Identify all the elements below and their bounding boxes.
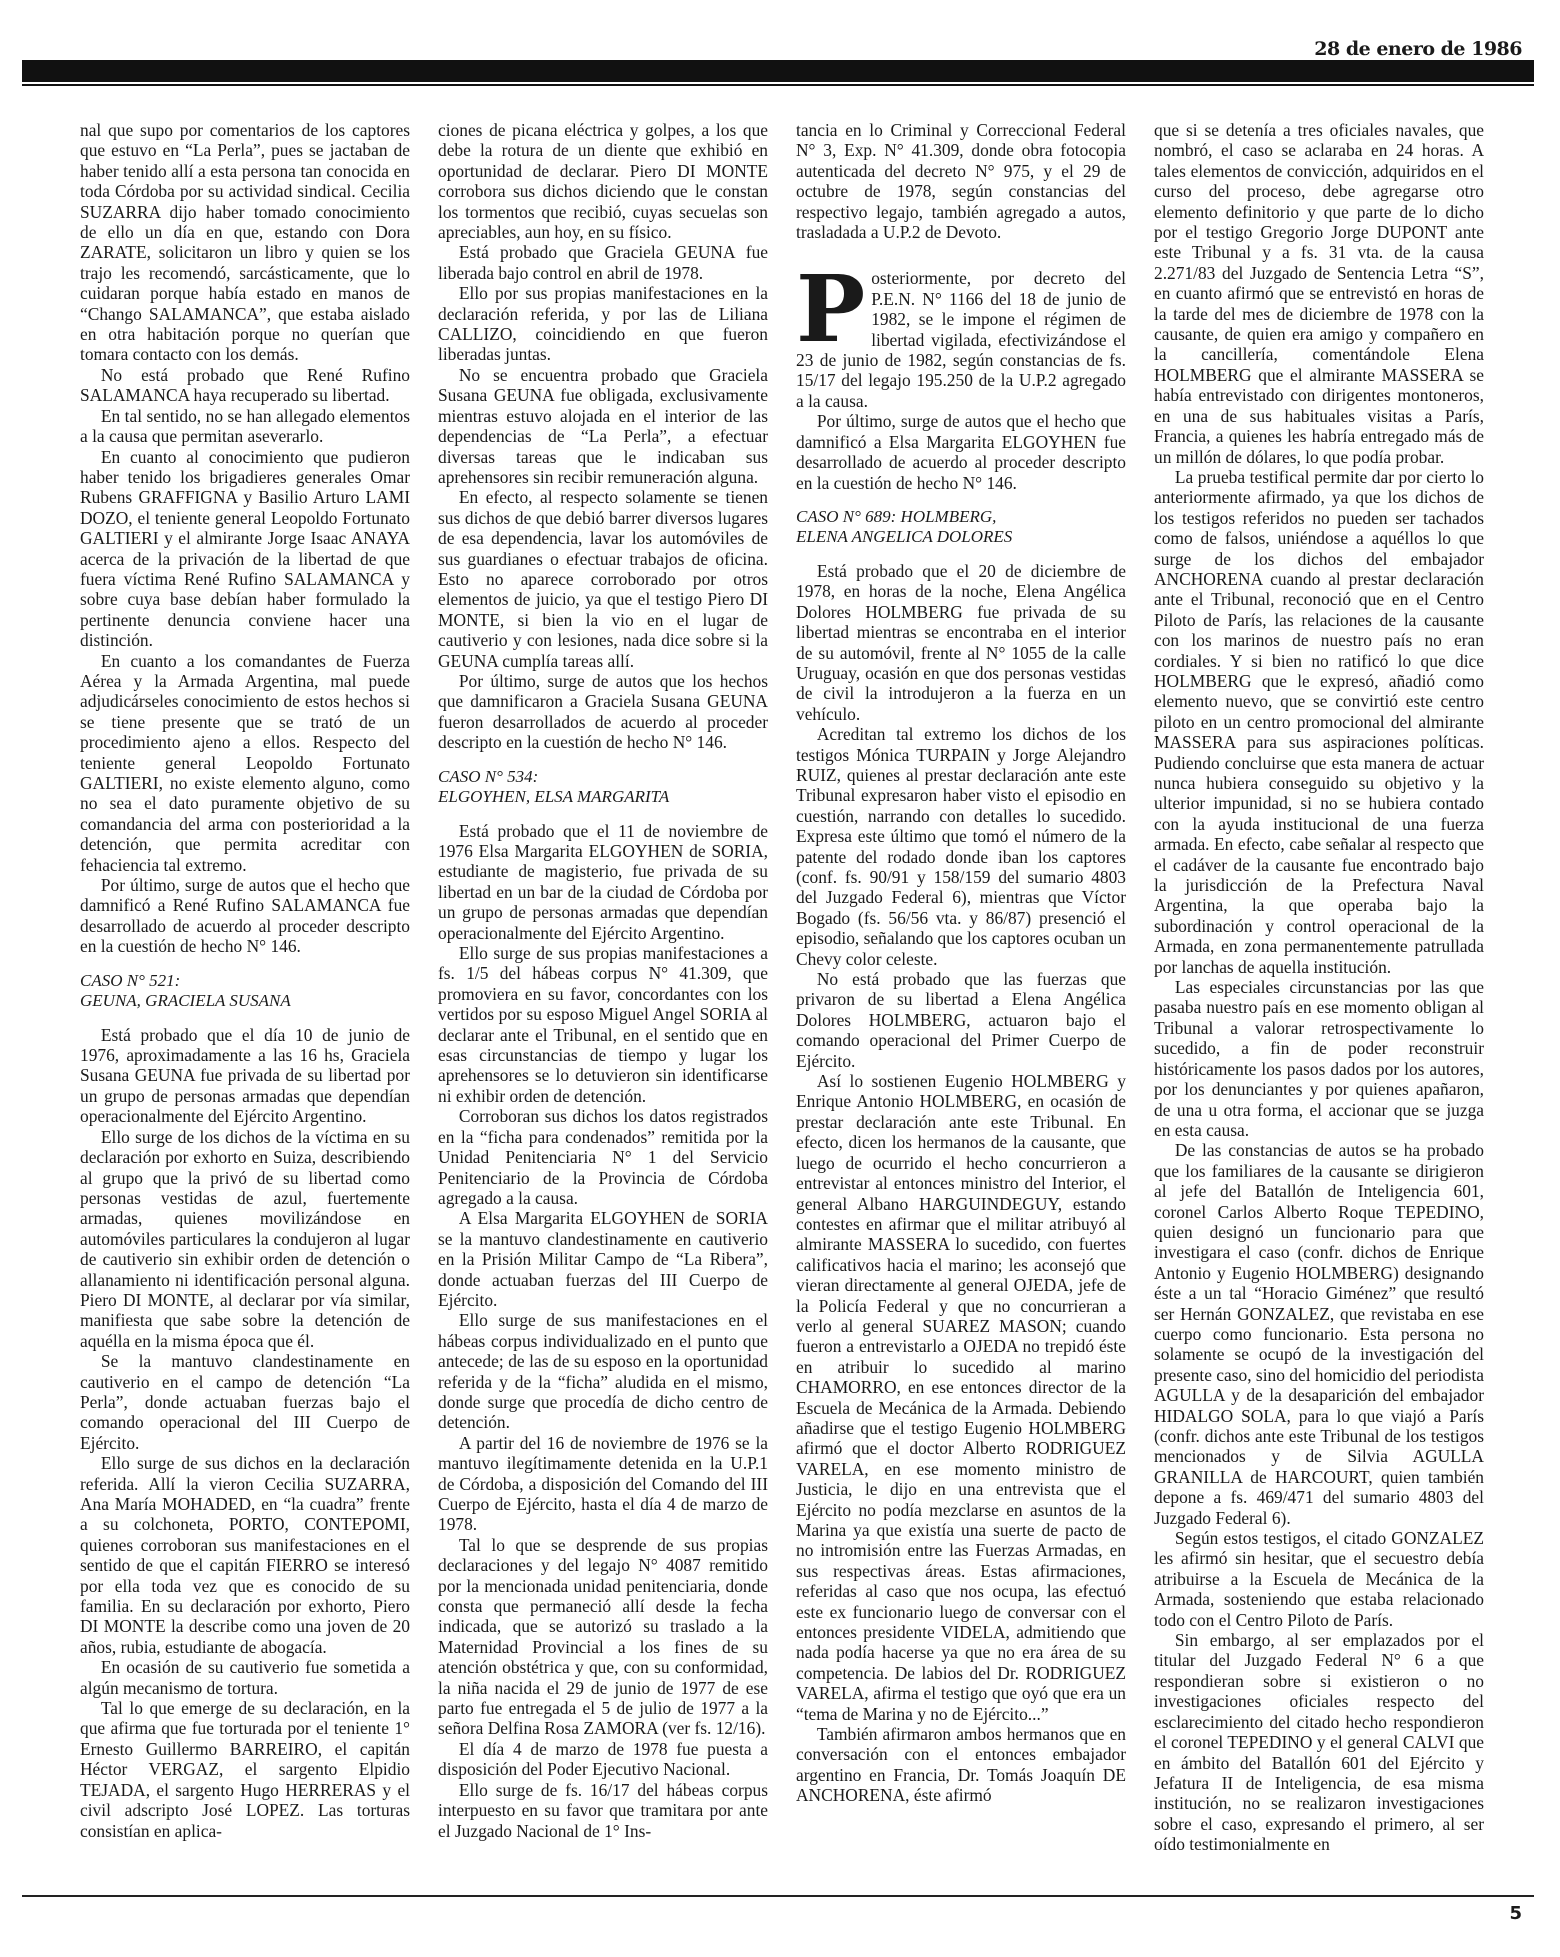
paragraph: Ello surge de fs. 16/17 del hábeas corpus interpuesto en su favor que tramitara por ante el Juzgado Nacional de 1° Ins- xyxy=(438,1779,768,1841)
paragraph: En cuanto al conocimiento que pudieron haber tenido los brigadieres generales Omar Rubens GRAFFIGNA y Basilio Arturo LAMI DOZO, el teniente general Leopoldo Fortunato GALTIERI y el almirante Jorge Isaac ANAYA acerca de la privación de la libertad de que fuera víctima René Rufino SALAMANCA y sobre cuya base debían haber formulado la pertinente denuncia conviene hacer una distinción. xyxy=(80,446,410,651)
paragraph: Corroboran sus dichos los datos registrados en la “ficha para condenados” remitida por la Unidad Penitenciaria N° 1 del Servicio Penitenciario de la Provincia de Córdoba agregado a la causa. xyxy=(438,1106,768,1208)
paragraph: Por último, surge de autos que el hecho que damnificó a Elsa Margarita ELGOYHEN fue desarrollado de acuerdo al proceder descripto en la cuestión de hecho N° 146. xyxy=(796,411,1126,493)
column-3 xyxy=(796,120,1126,1875)
paragraph: Ello surge de los dichos de la víctima en su declaración por exhorto en Suiza, describiendo al grupo que la privó de su libertad como personas vestidas de azul, fuertemente armadas, quienes movilizándose en automóviles particulares la condujeron al lugar de cautiverio sin exhibir orden de detención o allanamiento ni identificación personal alguna. Piero DI MONTE, al declarar por vía similar, manifiesta que sabe sobre la detención de aquélla en la misma época que él. xyxy=(80,1126,410,1351)
drop-cap: P xyxy=(796,255,866,364)
page-date: 28 de enero de 1986 xyxy=(1314,38,1522,60)
paragraph: Acreditan tal extremo los dichos de los testigos Mónica TURPAIN y Jorge Alejandro RUIZ, quienes al prestar declaración ante este Tribunal expresaron haber visto el episodio en cuestión, narrando con detalles lo sucedido. Expresa este último que tomó el número de la patente del rodado donde iban los captores (conf. fs. 90/91 y 158/159 del sumario 4803 del Juzgado Federal 6), mientras que Víctor Bogado (fs. 56/56 vta. y 86/87) presenció el episodio, señalando que los captores ocuban un Chevy color celeste. xyxy=(796,724,1126,969)
paragraph: Está probado que el 11 de noviembre de 1976 Elsa Margarita ELGOYHEN de SORIA, estudiante de magisterio, fue privada de su libertad en un bar de la ciudad de Córdoba por un grupo de personas armadas que dependían operacionalmente del Ejército Argentino. xyxy=(438,820,768,943)
article-columns xyxy=(80,120,1484,1875)
case-heading-name: ELGOYHEN, ELSA MARGARITA xyxy=(438,786,670,806)
paragraph: que si se detenía a tres oficiales navales, que nombró, el caso se aclaraba en 24 horas. A tales elementos de convicción, adquiridos en el curso del proceso, debe agregarse otro elemento definitorio y que parte de lo dicho por el testigo Gregorio Jorge DUPONT ante este Tribunal y a fs. 31 vta. de la causa 2.271/83 del Juzgado de Sentencia Letra “S”, en cuanto afirmó que se entrevistó en horas de la tarde del mes de diciembre de 1978 con la causante, de quien era amigo y compañero en la cancillería, comentándole Elena HOLMBERG que el almirante MASSERA se había entrevistado con dirigentes montoneros, en una de sus habituales visitas a París, Francia, a quienes les habría entregado más de un millón de dólares, lo que podía probar. xyxy=(1154,120,1484,467)
paragraph: ciones de picana eléctrica y golpes, a los que debe la rotura de un diente que exhibió en oportunidad de declarar. Piero DI MONTE corrobora sus dichos diciendo que le constan los tormentos que recibió, cuyas secuelas son apreciables, aun hoy, en su físico. xyxy=(438,120,768,243)
case-heading-name: GEUNA, GRACIELA SUSANA xyxy=(80,990,291,1010)
paragraph: Por último, surge de autos que el hecho que damnificó a René Rufino SALAMANCA fue desarrollado de acuerdo al proceder descripto en la cuestión de hecho N° 146. xyxy=(80,875,410,957)
paragraph: El día 4 de marzo de 1978 fue puesta a disposición del Poder Ejecutivo Nacional. xyxy=(438,1738,768,1780)
paragraph: La prueba testifical permite dar por cierto lo anteriormente afirmado, ya que los dichos de los testigos referidos no pueden ser tachados como de falsos, uniéndose a aquéllos lo que surge de los dichos del embajador ANCHORENA cuando al prestar declaración ante el Tribunal, reconoció que en el Centro Piloto de París, las relaciones de la causante con los marinos de nuestro país no eran cordiales. Y si bien no ratificó lo que dice HOLMBERG que le expresó, añadió como elemento nuevo, que se convirtió este centro piloto en un centro promocional del almirante MASSERA para sus aspiraciones políticas. Pudiendo concluirse que esta manera de actuar nunca hubiera conseguido su objetivo y la ulterior impunidad, si no se hubiera contado con la ayuda institucional de una fuerza armada. En efecto, cabe señalar al respecto que el cadáver de la causante fue encontrado bajo la jurisdicción de la Prefectura Naval Argentina, la que operaba bajo la subordinación y control operacional de la Armada, en zona permanentemente patrullada por lanchas de aquella institución. xyxy=(1154,466,1484,977)
case-heading-number: CASO N° 521: xyxy=(80,970,181,990)
paragraph: En cuanto a los comandantes de Fuerza Aérea y la Armada Argentina, mal puede adjudicárseles conocimiento de estos hechos si se tiene presente que se trató de un procedimiento ajeno a ellos. Respecto del teniente general Leopoldo Fortunato GALTIERI, no existe elemento alguno, como no sea el dato puramente objetivo de su comandancia del arma con posterioridad a la detención, que permita acreditar con fehaciencia tal extremo. xyxy=(80,650,410,875)
column-4 xyxy=(1154,120,1484,1875)
header-bar xyxy=(22,60,1534,82)
column-1 xyxy=(80,120,410,1875)
paragraph: En efecto, al respecto solamente se tienen sus dichos de que debió barrer diversos lugares de esa dependencia, lavar los automóviles de sus guardianes o efectuar trabajos de oficina. Esto no aparece corroborado por otros elementos de juicio, ya que el testigo Piero DI MONTE, si bien la vio en el lugar de cautiverio y con lesiones, nada dice sobre si la GEUNA cumplía tareas allí. xyxy=(438,487,768,671)
dropcap-paragraph xyxy=(796,255,1126,411)
case-heading xyxy=(438,767,768,807)
paragraph: Ello surge de sus manifestaciones en el hábeas corpus individualizado en el punto que antecede; de las de su esposo en la oportunidad referida y de la “ficha” aludida en el mismo, donde surge que procedía de dicho centro de detención. xyxy=(438,1310,768,1433)
paragraph: Según estos testigos, el citado GONZALEZ les afirmó sin hesitar, que el secuestro debía atribuirse a la Escuela de Mecánica de la Armada, sosteniendo que estaba relacionado todo con el Centro Piloto de París. xyxy=(1154,1528,1484,1630)
paragraph: Está probado que Graciela GEUNA fue liberada bajo control en abril de 1978. xyxy=(438,242,768,283)
paragraph: No está probado que las fuerzas que privaron de su libertad a Elena Angélica Dolores HOLMBERG, actuaron bajo el comando operacional del Primer Cuerpo de Ejército. xyxy=(796,969,1126,1071)
paragraph: Tal lo que emerge de su declaración, en la que afirma que fue torturada por el teniente 1° Ernesto Guillermo BARREIRO, el capitán Héctor VERGAZ, el sargento Elpidio TEJADA, el sargento Hugo HERRERAS y el civil adscripto José LOPEZ. Las torturas consistían en aplica- xyxy=(80,1698,410,1841)
case-heading xyxy=(796,507,1126,547)
paragraph: A Elsa Margarita ELGOYHEN de SORIA se la mantuvo clandestinamente en cautiverio en la Prisión Militar Campo de “La Ribera”, donde actuaban fuerzas del III Cuerpo de Ejército. xyxy=(438,1208,768,1310)
paragraph: Ello surge de sus dichos en la declaración referida. Allí la vieron Cecilia SUZARRA, Ana María MOHADED, en “la cuadra” frente a su colchoneta, PORTO, CONTEPOMI, quienes corroboran sus manifestaciones en el sentido de que el capitán FIERRO se interesó por ella toda vez que es conocido de su familia. En su declaración por exhorto, Piero DI MONTE la describe como una joven de 20 años, rubia, estudiante de abogacía. xyxy=(80,1453,410,1657)
paragraph: También afirmaron ambos hermanos que en conversación con el entonces embajador argentino en Francia, Dr. Tomás Joaquín DE ANCHORENA, éste afirmó xyxy=(796,1724,1126,1806)
paragraph: Ello por sus propias manifestaciones en la declaración referida, y por las de Liliana CALLIZO, coincidiendo en que fueron liberadas juntas. xyxy=(438,283,768,365)
paragraph: Tal lo que se desprende de sus propias declaraciones y del legajo N° 4087 remitido por la mencionada unidad penitenciaria, donde consta que permaneció allí desde la fecha indicada, que se autorizó su traslado a la Maternidad Provincial a los fines de su atención obstétrica y que, con su conformidad, la niña nacida el 29 de junio de 1977 de ese parto fue entregada el 5 de julio de 1977 a la señora Delfina Rosa ZAMORA (ver fs. 12/16). xyxy=(438,1534,768,1739)
paragraph: No está probado que René Rufino SALAMANCA haya recuperado su libertad. xyxy=(80,364,410,406)
paragraph: tancia en lo Criminal y Correccional Federal N° 3, Exp. N° 41.309, donde obra fotocopia autenticada del decreto N° 975, y el 29 de octubre de 1978, según constancias del respectivo legajo, también agregado a autos, trasladada a U.P.2 de Devoto. xyxy=(796,120,1126,243)
paragraph: Así lo sostienen Eugenio HOLMBERG y Enrique Antonio HOLMBERG, en ocasión de prestar declaración ante este Tribunal. En efecto, dicen los hermanos de la causante, que luego de ocurrido el hecho concurrieron a entrevistar al entonces ministro del Interior, el general Albano HARGUINDEGUY, estando contestes en afirmar que el militar atribuyó al almirante MASSERA lo sucedido, con fuertes calificativos hacia el marino; les aconsejó que vieran directamente al general OJEDA, jefe de la Policía Federal y que no concurrieran a verlo al general SUAREZ MASON; cuando fueron a entrevistarlo a OJEDA no trepidó éste en atribuir lo sucedido al marino CHAMORRO, en ese entonces director de la Escuela de Mecánica de la Armada. Debiendo añadirse que el testigo Eugenio HOLMBERG afirmó que el doctor Alberto RODRIGUEZ VARELA, en ese momento ministro de Justicia, le dijo en una entrevista que el Ejército no podía mezclarse en asuntos de la Marina ya que existía una suerte de pacto de no intromisión entre las Fuerzas Armadas, en sus respectivas áreas. Estas afirmaciones, referidas al caso que nos ocupa, las efectuó este ex funcionario luego de conversar con el entonces presidente VIDELA, admitiendo que nada podía hacerse ya que no era área de su competencia. De labios del Dr. RODRIGUEZ VARELA, afirma el testigo que oyó que era un “tema de Marina y no de Ejército...” xyxy=(796,1071,1126,1724)
paragraph: De las constancias de autos se ha probado que los familiares de la causante se dirigieron al jefe del Batallón de Inteligencia 601, coronel Carlos Alberto Roque TEPEDINO, quien designó un funcionario para que investigara el caso (confr. dichos de Enrique Antonio y Eugenio HOLMBERG) designando éste a un tal “Horacio Giménez” que resultó ser Hernán GONZALEZ, que revistaba en ese cuerpo como funcionario. Esta persona no solamente se ocupó de la investigación del presente caso, sino del homicidio del periodista AGULLA y de la desaparición del embajador HIDALGO SOLA, para lo que viajó a París (confr. dichos ante este Tribunal de los testigos mencionados y de Silvia AGULLA GRANILLA de HARCOURT, quien también depone a fs. 469/471 del sumario 4803 del Juzgado Federal 6). xyxy=(1154,1140,1484,1528)
paragraph: Ello surge de sus propias manifestaciones a fs. 1/5 del hábeas corpus N° 41.309, que promoviera en su favor, concordantes con los vertidos por su esposo Miguel Angel SORIA al declarar ante el Tribunal, en el sentido que en esas circunstancias de tiempo y lugar los aprehensores se lo detuvieron sin identificarse ni exhibir orden de detención. xyxy=(438,943,768,1106)
column-2 xyxy=(438,120,768,1875)
page-number: 5 xyxy=(1509,1903,1522,1924)
paragraph: nal que supo por comentarios de los captores que estuvo en “La Perla”, pues se jactaban de haber tenido allí a esta persona tan conocida en toda Córdoba por su actividad sindical. Cecilia SUZARRA dijo haber tomado conocimiento de ello un día en que, estando con Dora ZARATE, solicitaron un libro y quien se los trajo les recomendó, sarcásticamente, que lo cuidaran porque había estado en manos de “Chango SALAMANCA”, que estaba aislado en otra habitación porque no querían que tomara contacto con los demás. xyxy=(80,120,410,365)
paragraph: Se la mantuvo clandestinamente en cautiverio en el campo de detención “La Perla”, donde actuaban fuerzas bajo el comando operacional del III Cuerpo de Ejército. xyxy=(80,1351,410,1453)
paragraph: Las especiales circunstancias por las que pasaba nuestro país en ese momento obligan al Tribunal a valorar retrospectivamente lo sucedido, a fin de poder reconstruir históricamente los pasos dados por los autores, por los denunciantes y por quienes apañaron, de una u otra forma, el accionar que se juzga en esta causa. xyxy=(1154,977,1484,1140)
paragraph: En tal sentido, no se han allegado elementos a la causa que permitan aseverarlo. xyxy=(80,405,410,447)
case-heading-number: CASO N° 689: HOLMBERG, xyxy=(796,506,997,526)
footer-rule xyxy=(22,1895,1534,1897)
paragraph: Sin embargo, al ser emplazados por el titular del Juzgado Federal N° 6 a que respondieran sobre si existieron o no investigaciones oficiales respecto del esclarecimiento del citado hecho respondieron el coronel TEPEDINO y el general CALVI que en ámbito del Batallón 601 del Ejército y Jefatura II de Inteligencia, de esa misma institución, no se realizaron investigaciones sobre el caso, expresando el primero, al ser oído testimonialmente en xyxy=(1154,1630,1484,1855)
paragraph: No se encuentra probado que Graciela Susana GEUNA fue obligada, exclusivamente mientras estuvo alojada en el interior de las dependencias de “La Perla”, a efectuar diversas tareas que le indicaban sus aprehensores sin recibir remuneración alguna. xyxy=(438,364,768,487)
paragraph: Por último, surge de autos que los hechos que damnificaron a Graciela Susana GEUNA fueron desarrollados de acuerdo al proceder descripto en la cuestión de hecho N° 146. xyxy=(438,670,768,753)
case-heading xyxy=(80,971,410,1011)
case-heading-number: CASO N° 534: xyxy=(438,766,539,786)
paragraph: Está probado que el 20 de diciembre de 1978, en horas de la noche, Elena Angélica Dolores HOLMBERG fue privada de su libertad mientras se encontraba en el interior de su automóvil, frente al N° 1055 de la calle Uruguay, ocasión en que dos personas vestidas de civil la introdujeron a la fuerza en un vehículo. xyxy=(796,560,1126,724)
paragraph: A partir del 16 de noviembre de 1976 se la mantuvo ilegítimamente detenida en la U.P.1 de Córdoba, a disposición del Comando del III Cuerpo de Ejército, hasta el día 4 de marzo de 1978. xyxy=(438,1432,768,1535)
paragraph: Está probado que el día 10 de junio de 1976, aproximadamente a las 16 hs, Graciela Susana GEUNA fue privada de su libertad por un grupo de personas armadas que dependían operacionalmente del Ejército Argentino. xyxy=(80,1024,410,1127)
case-heading-name: ELENA ANGELICA DOLORES xyxy=(796,526,1013,546)
header-rule xyxy=(22,84,1534,86)
paragraph: En ocasión de su cautiverio fue sometida a algún mecanismo de tortura. xyxy=(80,1657,410,1698)
paragraph-text: osteriormente, por decreto del P.E.N. N° 1166 del 18 de junio de 1982, se le impone el régimen de libertad vigilada, efectivizándose el 23 de junio de 1982, según constancias de fs. 15/17 del legajo 195.250 de la U.P.2 agregado a la causa. xyxy=(796,268,1126,411)
